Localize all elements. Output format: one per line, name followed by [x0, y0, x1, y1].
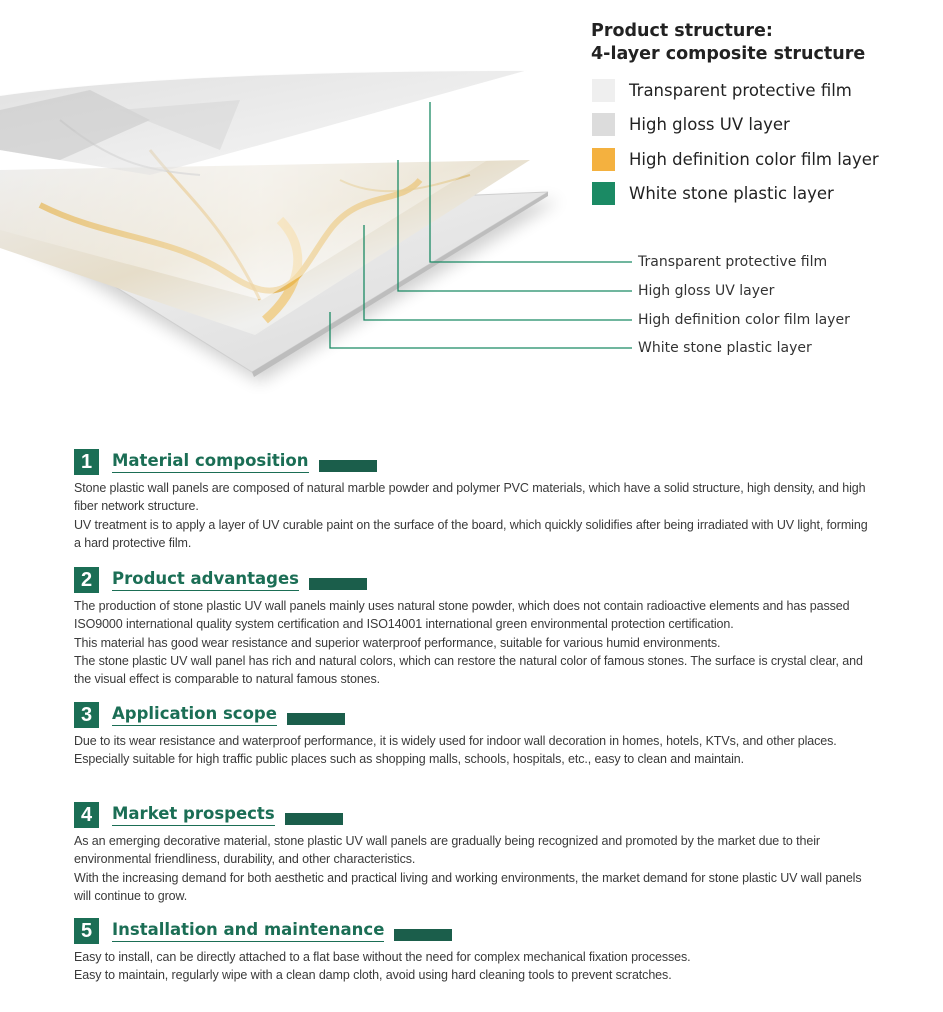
section-title-underline [112, 704, 277, 726]
product-structure-diagram [0, 0, 943, 420]
callout-label: High definition color film layer [638, 312, 850, 328]
section-title: Product advantages [112, 569, 299, 588]
legend-swatch [592, 148, 615, 171]
paragraph: As an emerging decorative material, stone plastic UV wall panels are gradually being recognized and promoted by the market due to their environmental friendliness, durability, and other characteristics. [74, 834, 820, 867]
legend-label: White stone plastic layer [629, 184, 834, 203]
callout-label: High gloss UV layer [638, 283, 775, 299]
section-heading [74, 918, 874, 944]
section-title-underline [112, 451, 309, 473]
section-installation-maintenance [74, 918, 874, 985]
legend-label: High definition color film layer [629, 149, 879, 169]
legend-label: High gloss UV layer [629, 115, 790, 134]
callout-label: Transparent protective film [638, 254, 828, 270]
legend-label: Transparent protective film [629, 80, 852, 100]
section-market-prospects [74, 802, 874, 905]
section-heading [74, 802, 874, 828]
section-accent-bar [309, 578, 367, 590]
callout-label: White stone plastic layer [638, 340, 812, 356]
section-number: 4 [74, 802, 99, 828]
legend-swatch [592, 79, 615, 102]
legend-swatch [592, 113, 615, 136]
section-title: Application scope [112, 704, 277, 723]
section-title-underline [112, 920, 384, 942]
paragraph: Especially suitable for high traffic public places such as shopping malls, schools, hospitals, etc., easy to clean and maintain. [74, 752, 744, 767]
section-title: Market prospects [112, 804, 275, 823]
section-body [74, 597, 874, 688]
section-product-advantages [74, 567, 874, 688]
section-body [74, 479, 874, 552]
section-body [74, 732, 874, 769]
section-body [74, 948, 874, 985]
legend-item [592, 113, 879, 137]
section-accent-bar [287, 713, 345, 725]
paragraph: With the increasing demand for both aesthetic and practical living and working environments, the market demand for stone plastic UV wall panels will continue to grow. [74, 870, 862, 903]
paragraph: Easy to install, can be directly attached to a flat base without the need for complex mechanical fixation processes. [74, 950, 691, 964]
section-material-composition [74, 449, 874, 552]
section-heading [74, 702, 874, 728]
paragraph: The stone plastic UV wall panel has rich and natural colors, which can restore the natural color of famous stones. The surface is crystal clear, and the visual effect is comparable to natural famous stones. [74, 653, 863, 687]
paragraph: This material has good wear resistance and superior waterproof performance, suitable for various humid environments. [74, 635, 721, 650]
paragraph: Stone plastic wall panels are composed of natural marble powder and polymer PVC materials, which have a solid structure, high density, and high fiber network structure. [74, 481, 866, 514]
section-number: 2 [74, 567, 99, 593]
section-accent-bar [394, 929, 452, 941]
section-application-scope [74, 702, 874, 769]
paragraph: UV treatment is to apply a layer of UV curable paint on the surface of the board, which quickly solidifies after being irradiated with UV light, forming a hard protective film. [74, 517, 868, 550]
section-accent-bar [285, 813, 343, 825]
structure-title-line1: Product structure: [591, 21, 773, 41]
section-title-underline [112, 804, 275, 826]
section-number: 1 [74, 449, 99, 475]
legend-swatch [592, 182, 615, 205]
section-heading [74, 449, 874, 475]
legend-item [592, 147, 879, 171]
layer-legend [592, 78, 879, 216]
paragraph: Due to its wear resistance and waterproof performance, it is widely used for indoor wall decoration in homes, hotels, KTVs, and other places. [74, 734, 837, 748]
section-title-underline [112, 569, 299, 591]
section-body [74, 832, 874, 905]
section-title: Material composition [112, 451, 309, 470]
section-heading [74, 567, 874, 593]
legend-item [592, 78, 879, 102]
legend-item [592, 182, 879, 206]
structure-title [591, 20, 865, 66]
section-accent-bar [319, 460, 377, 472]
section-number: 5 [74, 918, 99, 944]
section-title: Installation and maintenance [112, 920, 385, 939]
structure-title-line2: 4-layer composite structure [591, 44, 866, 64]
paragraph: The production of stone plastic UV wall panels mainly uses natural stone powder, which does not contain radioactive elements and has passed ISO9000 international quality system certification and ISO14001 international green environmental protection certification. [74, 599, 850, 632]
section-number: 3 [74, 702, 99, 728]
paragraph: Easy to maintain, regularly wipe with a clean damp cloth, avoid using hard cleaning tools to prevent scratches. [74, 968, 672, 983]
